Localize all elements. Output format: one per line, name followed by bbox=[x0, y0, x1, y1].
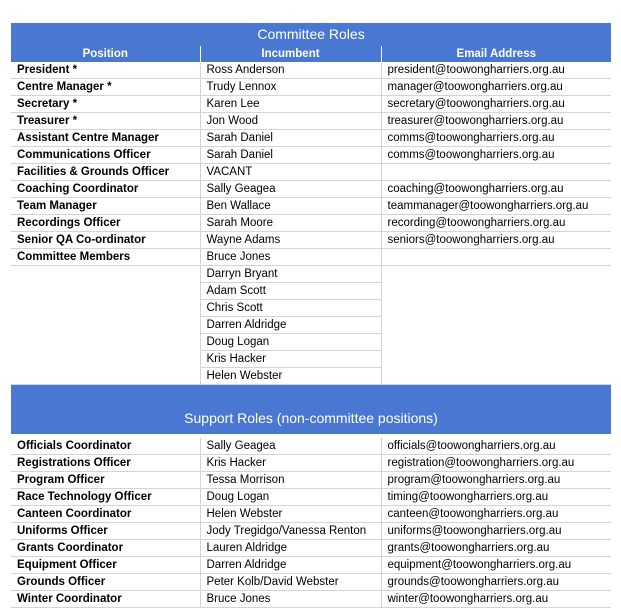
roles-document bbox=[11, 23, 611, 608]
incumbent-cell: Sarah Daniel bbox=[200, 130, 381, 147]
table-row bbox=[11, 438, 611, 455]
member-name: Chris Scott bbox=[200, 300, 381, 317]
header-email: Email Address bbox=[381, 46, 611, 62]
position-cell bbox=[11, 334, 200, 351]
incumbent-cell: Sarah Moore bbox=[200, 215, 381, 232]
incumbent-cell: Jody Tregidgo/Vanessa Renton bbox=[200, 523, 381, 540]
member-row bbox=[11, 351, 611, 368]
email-cell: recording@toowongharriers.org.au bbox=[381, 215, 611, 232]
table-row bbox=[11, 557, 611, 574]
member-name: Darren Aldridge bbox=[200, 317, 381, 334]
position-cell: Assistant Centre Manager bbox=[11, 130, 200, 147]
member-row bbox=[11, 300, 611, 317]
committee-title-row bbox=[11, 23, 611, 46]
member-row bbox=[11, 368, 611, 385]
table-row bbox=[11, 181, 611, 198]
table-row bbox=[11, 215, 611, 232]
table-row bbox=[11, 164, 611, 181]
table-row bbox=[11, 506, 611, 523]
position-cell: Team Manager bbox=[11, 198, 200, 215]
email-cell bbox=[381, 351, 611, 368]
position-cell: Communications Officer bbox=[11, 147, 200, 164]
incumbent-cell: Tessa Morrison bbox=[200, 472, 381, 489]
email-cell bbox=[381, 334, 611, 351]
email-cell bbox=[381, 164, 611, 181]
table-row bbox=[11, 113, 611, 130]
email-cell bbox=[381, 317, 611, 334]
position-cell: Winter Coordinator bbox=[11, 591, 200, 608]
member-name: Helen Webster bbox=[200, 368, 381, 385]
email-cell: secretary@toowongharriers.org.au bbox=[381, 96, 611, 113]
email-cell: uniforms@toowongharriers.org.au bbox=[381, 523, 611, 540]
position-cell bbox=[11, 317, 200, 334]
member-row bbox=[11, 266, 611, 283]
members-label: Committee Members bbox=[11, 249, 200, 266]
roles-table bbox=[11, 23, 611, 608]
position-cell bbox=[11, 351, 200, 368]
incumbent-cell: Peter Kolb/David Webster bbox=[200, 574, 381, 591]
incumbent-cell: Helen Webster bbox=[200, 506, 381, 523]
position-cell bbox=[11, 266, 200, 283]
member-name: Bruce Jones bbox=[200, 249, 381, 266]
table-row bbox=[11, 591, 611, 608]
email-cell: coaching@toowongharriers.org.au bbox=[381, 181, 611, 198]
email-cell bbox=[381, 300, 611, 317]
table-row bbox=[11, 130, 611, 147]
member-name: Darryn Bryant bbox=[200, 266, 381, 283]
email-cell bbox=[381, 266, 611, 283]
member-name: Doug Logan bbox=[200, 334, 381, 351]
incumbent-cell: Sally Geagea bbox=[200, 438, 381, 455]
position-cell: Facilities & Grounds Officer bbox=[11, 164, 200, 181]
email-cell: seniors@toowongharriers.org.au bbox=[381, 232, 611, 249]
email-cell: comms@toowongharriers.org.au bbox=[381, 147, 611, 164]
support-title-row bbox=[11, 385, 611, 435]
email-cell bbox=[381, 249, 611, 266]
incumbent-cell: VACANT bbox=[200, 164, 381, 181]
position-cell: Program Officer bbox=[11, 472, 200, 489]
email-cell: timing@toowongharriers.org.au bbox=[381, 489, 611, 506]
incumbent-cell: Ben Wallace bbox=[200, 198, 381, 215]
table-row bbox=[11, 489, 611, 506]
email-cell bbox=[381, 368, 611, 385]
member-row bbox=[11, 334, 611, 351]
position-cell: President * bbox=[11, 62, 200, 79]
position-cell bbox=[11, 283, 200, 300]
email-cell: manager@toowongharriers.org.au bbox=[381, 79, 611, 96]
email-cell: program@toowongharriers.org.au bbox=[381, 472, 611, 489]
committee-title: Committee Roles bbox=[11, 23, 611, 46]
support-title: Support Roles (non-committee positions) bbox=[11, 385, 611, 435]
table-row bbox=[11, 232, 611, 249]
email-cell: registration@toowongharriers.org.au bbox=[381, 455, 611, 472]
position-cell: Centre Manager * bbox=[11, 79, 200, 96]
incumbent-cell: Ross Anderson bbox=[200, 62, 381, 79]
incumbent-cell: Bruce Jones bbox=[200, 591, 381, 608]
position-cell bbox=[11, 300, 200, 317]
position-cell: Coaching Coordinator bbox=[11, 181, 200, 198]
email-cell: teammanager@toowongharriers.org.au bbox=[381, 198, 611, 215]
incumbent-cell: Karen Lee bbox=[200, 96, 381, 113]
table-row bbox=[11, 147, 611, 164]
email-cell: grounds@toowongharriers.org.au bbox=[381, 574, 611, 591]
incumbent-cell: Doug Logan bbox=[200, 489, 381, 506]
table-row bbox=[11, 523, 611, 540]
email-cell: winter@toowongharriers.org.au bbox=[381, 591, 611, 608]
incumbent-cell: Jon Wood bbox=[200, 113, 381, 130]
email-cell: grants@toowongharriers.org.au bbox=[381, 540, 611, 557]
position-cell: Officials Coordinator bbox=[11, 438, 200, 455]
incumbent-cell: Darren Aldridge bbox=[200, 557, 381, 574]
member-name: Kris Hacker bbox=[200, 351, 381, 368]
table-row bbox=[11, 455, 611, 472]
incumbent-cell: Trudy Lennox bbox=[200, 79, 381, 96]
position-cell: Senior QA Co-ordinator bbox=[11, 232, 200, 249]
position-cell bbox=[11, 368, 200, 385]
position-cell: Recordings Officer bbox=[11, 215, 200, 232]
position-cell: Treasurer * bbox=[11, 113, 200, 130]
position-cell: Grounds Officer bbox=[11, 574, 200, 591]
incumbent-cell: Kris Hacker bbox=[200, 455, 381, 472]
position-cell: Race Technology Officer bbox=[11, 489, 200, 506]
position-cell: Canteen Coordinator bbox=[11, 506, 200, 523]
member-row bbox=[11, 317, 611, 334]
member-name: Adam Scott bbox=[200, 283, 381, 300]
email-cell bbox=[381, 283, 611, 300]
position-cell: Uniforms Officer bbox=[11, 523, 200, 540]
email-cell: treasurer@toowongharriers.org.au bbox=[381, 113, 611, 130]
email-cell: canteen@toowongharriers.org.au bbox=[381, 506, 611, 523]
table-row bbox=[11, 574, 611, 591]
email-cell: president@toowongharriers.org.au bbox=[381, 62, 611, 79]
member-row bbox=[11, 283, 611, 300]
email-cell: comms@toowongharriers.org.au bbox=[381, 130, 611, 147]
email-cell: officials@toowongharriers.org.au bbox=[381, 438, 611, 455]
position-cell: Secretary * bbox=[11, 96, 200, 113]
table-row bbox=[11, 96, 611, 113]
table-row bbox=[11, 62, 611, 79]
incumbent-cell: Sarah Daniel bbox=[200, 147, 381, 164]
table-row bbox=[11, 198, 611, 215]
table-row bbox=[11, 472, 611, 489]
position-cell: Registrations Officer bbox=[11, 455, 200, 472]
position-cell: Grants Coordinator bbox=[11, 540, 200, 557]
incumbent-cell: Sally Geagea bbox=[200, 181, 381, 198]
header-incumbent: Incumbent bbox=[200, 46, 381, 62]
incumbent-cell: Wayne Adams bbox=[200, 232, 381, 249]
email-cell: equipment@toowongharriers.org.au bbox=[381, 557, 611, 574]
header-row bbox=[11, 46, 611, 62]
table-row bbox=[11, 540, 611, 557]
position-cell: Equipment Officer bbox=[11, 557, 200, 574]
member-row bbox=[11, 249, 611, 266]
header-position: Position bbox=[11, 46, 200, 62]
table-row bbox=[11, 79, 611, 96]
incumbent-cell: Lauren Aldridge bbox=[200, 540, 381, 557]
